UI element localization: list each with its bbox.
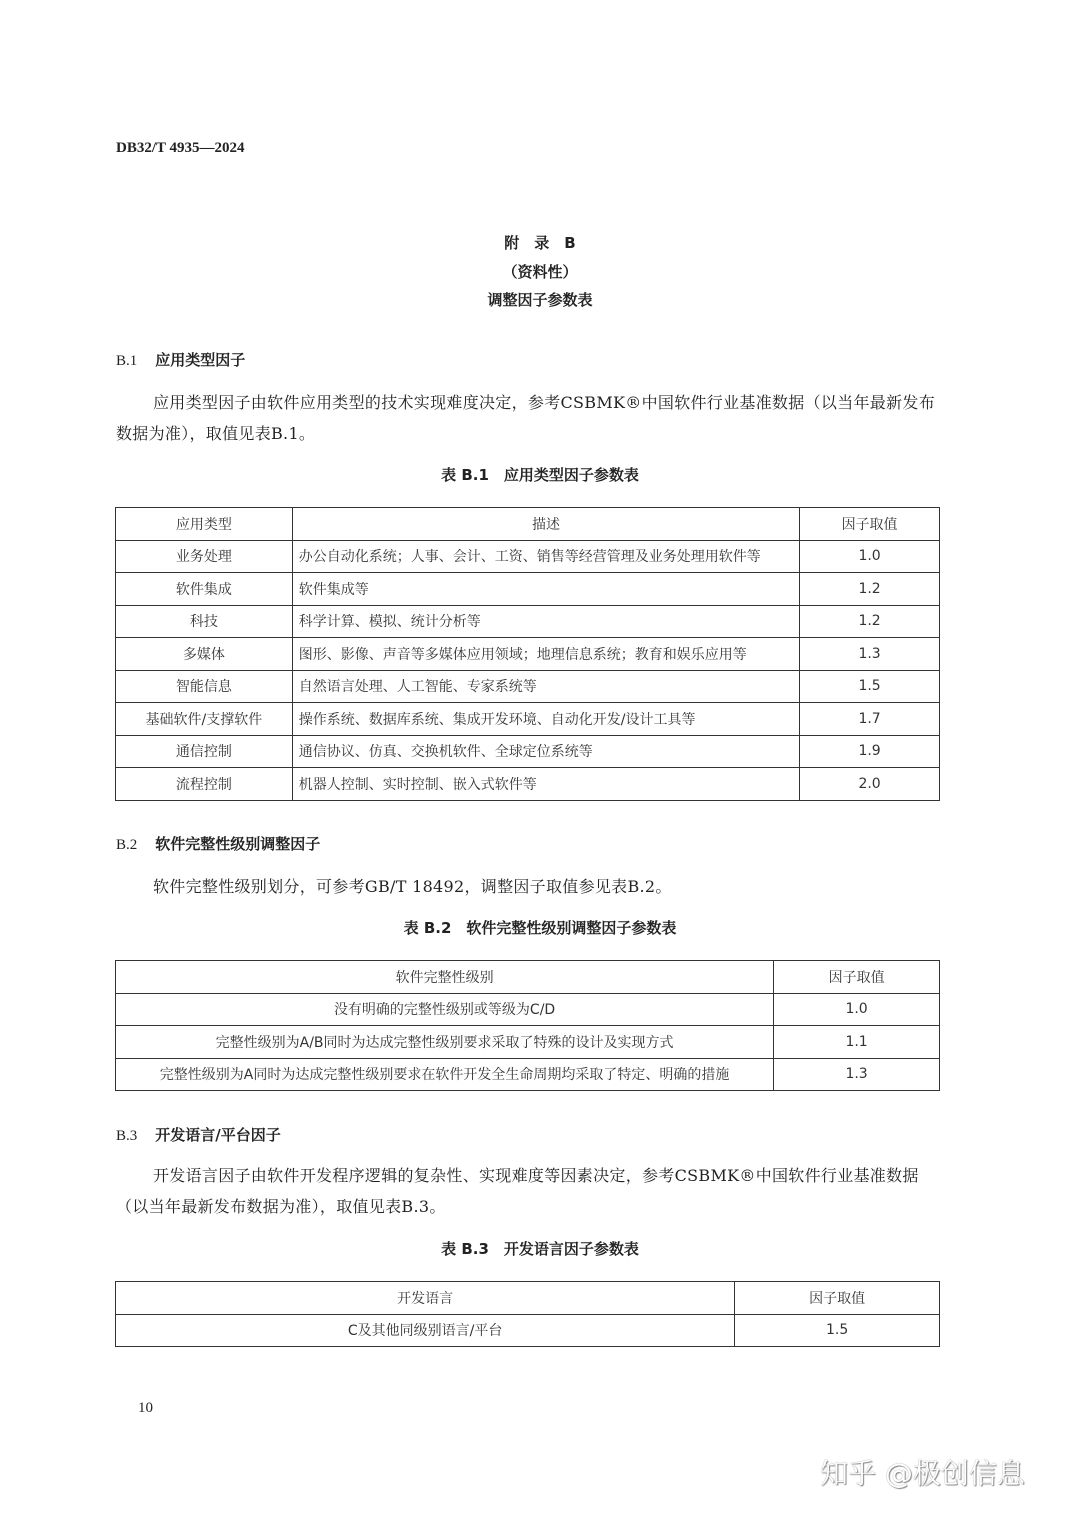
table-row — [116, 540, 940, 573]
table-cell: 自然语言处理、人工智能、专家系统等 — [292, 670, 799, 703]
section-number: B.2 — [116, 837, 138, 853]
table-cell: C及其他同级别语言/平台 — [116, 1314, 735, 1347]
appendix-type: （资料性） — [502, 263, 578, 281]
table-row — [116, 768, 940, 801]
table-cell: 软件集成 — [116, 573, 293, 606]
table-b1 — [115, 507, 940, 801]
table-cell: 完整性级别为A同时为达成完整性级别要求在软件开发全生命周期均采取了特定、明确的措施 — [116, 1058, 774, 1091]
table-header-row — [116, 961, 940, 994]
table-cell: 2.0 — [800, 768, 940, 801]
page-number: 10 — [138, 1400, 153, 1416]
table-b2-caption: 表 B.2 软件完整性级别调整因子参数表 — [403, 919, 677, 937]
header-cell: 因子取值 — [735, 1282, 940, 1315]
table-cell: 1.0 — [774, 993, 940, 1026]
section-number: B.3 — [116, 1128, 138, 1144]
table-cell: 科技 — [116, 605, 293, 638]
table-row — [116, 573, 940, 606]
section-b2-paragraph: 软件完整性级别划分，可参考GB/T 18492，调整因子取值参见表B.2。 — [153, 877, 672, 896]
table-row — [116, 993, 940, 1026]
table-row — [116, 670, 940, 703]
table-b1-caption: 表 B.1 应用类型因子参数表 — [441, 466, 639, 484]
table-cell: 通信控制 — [116, 735, 293, 768]
table-cell: 办公自动化系统；人事、会计、工资、销售等经营管理及业务处理用软件等 — [292, 540, 799, 573]
section-b3-heading — [116, 1124, 281, 1145]
table-cell: 1.5 — [800, 670, 940, 703]
section-b3-paragraph: 开发语言因子由软件开发程序逻辑的复杂性、实现难度等因素决定，参考CSBMK®中国软件行业基准数据（以当年最新发布数据为准），取值见表B.3。 — [116, 1166, 919, 1216]
section-title: 软件完整性级别调整因子 — [155, 835, 321, 853]
header-cell: 软件完整性级别 — [116, 961, 774, 994]
header-cell: 应用类型 — [116, 508, 293, 541]
table-cell: 智能信息 — [116, 670, 293, 703]
header-cell: 开发语言 — [116, 1282, 735, 1315]
table-b2 — [115, 960, 940, 1091]
table-cell: 多媒体 — [116, 638, 293, 671]
table-row — [116, 735, 940, 768]
table-cell: 1.9 — [800, 735, 940, 768]
table-cell: 机器人控制、实时控制、嵌入式软件等 — [292, 768, 799, 801]
table-row — [116, 1026, 940, 1059]
table-header-row — [116, 508, 940, 541]
table-cell: 1.3 — [800, 638, 940, 671]
table-cell: 流程控制 — [116, 768, 293, 801]
table-cell: 1.7 — [800, 703, 940, 736]
table-cell: 通信协议、仿真、交换机软件、全球定位系统等 — [292, 735, 799, 768]
section-b1-heading — [116, 349, 245, 370]
header-cell: 描述 — [292, 508, 799, 541]
table-row — [116, 703, 940, 736]
appendix-name: 调整因子参数表 — [487, 291, 593, 309]
section-title: 开发语言/平台因子 — [155, 1126, 281, 1144]
table-cell: 1.3 — [774, 1058, 940, 1091]
section-b1-paragraph: 应用类型因子由软件应用类型的技术实现难度决定，参考CSBMK®中国软件行业基准数据（以当年最新发布数据为准），取值见表B.1。 — [116, 393, 935, 443]
document-header: DB32/T 4935—2024 — [116, 140, 245, 156]
table-header-row — [116, 1282, 940, 1315]
table-cell: 1.2 — [800, 573, 940, 606]
table-cell: 软件集成等 — [292, 573, 799, 606]
table-row — [116, 605, 940, 638]
watermark: 知乎 @极创信息 — [820, 1457, 1025, 1490]
table-cell: 操作系统、数据库系统、集成开发环境、自动化开发/设计工具等 — [292, 703, 799, 736]
table-row — [116, 1314, 940, 1347]
table-row — [116, 1058, 940, 1091]
table-cell: 基础软件/支撑软件 — [116, 703, 293, 736]
table-cell: 完整性级别为A/B同时为达成完整性级别要求采取了特殊的设计及实现方式 — [116, 1026, 774, 1059]
table-cell: 图形、影像、声音等多媒体应用领域；地理信息系统；教育和娱乐应用等 — [292, 638, 799, 671]
header-cell: 因子取值 — [800, 508, 940, 541]
table-cell: 1.0 — [800, 540, 940, 573]
table-cell: 1.1 — [774, 1026, 940, 1059]
table-cell: 科学计算、模拟、统计分析等 — [292, 605, 799, 638]
section-title: 应用类型因子 — [155, 351, 246, 369]
table-row — [116, 638, 940, 671]
table-cell: 业务处理 — [116, 540, 293, 573]
section-number: B.1 — [116, 353, 138, 369]
header-cell: 因子取值 — [774, 961, 940, 994]
appendix-title: 附 录 B — [504, 234, 576, 252]
table-b3 — [115, 1281, 940, 1347]
table-b3-caption: 表 B.3 开发语言因子参数表 — [441, 1240, 639, 1258]
section-b2-heading — [116, 833, 320, 854]
table-cell: 1.2 — [800, 605, 940, 638]
table-cell: 1.5 — [735, 1314, 940, 1347]
table-cell: 没有明确的完整性级别或等级为C/D — [116, 993, 774, 1026]
